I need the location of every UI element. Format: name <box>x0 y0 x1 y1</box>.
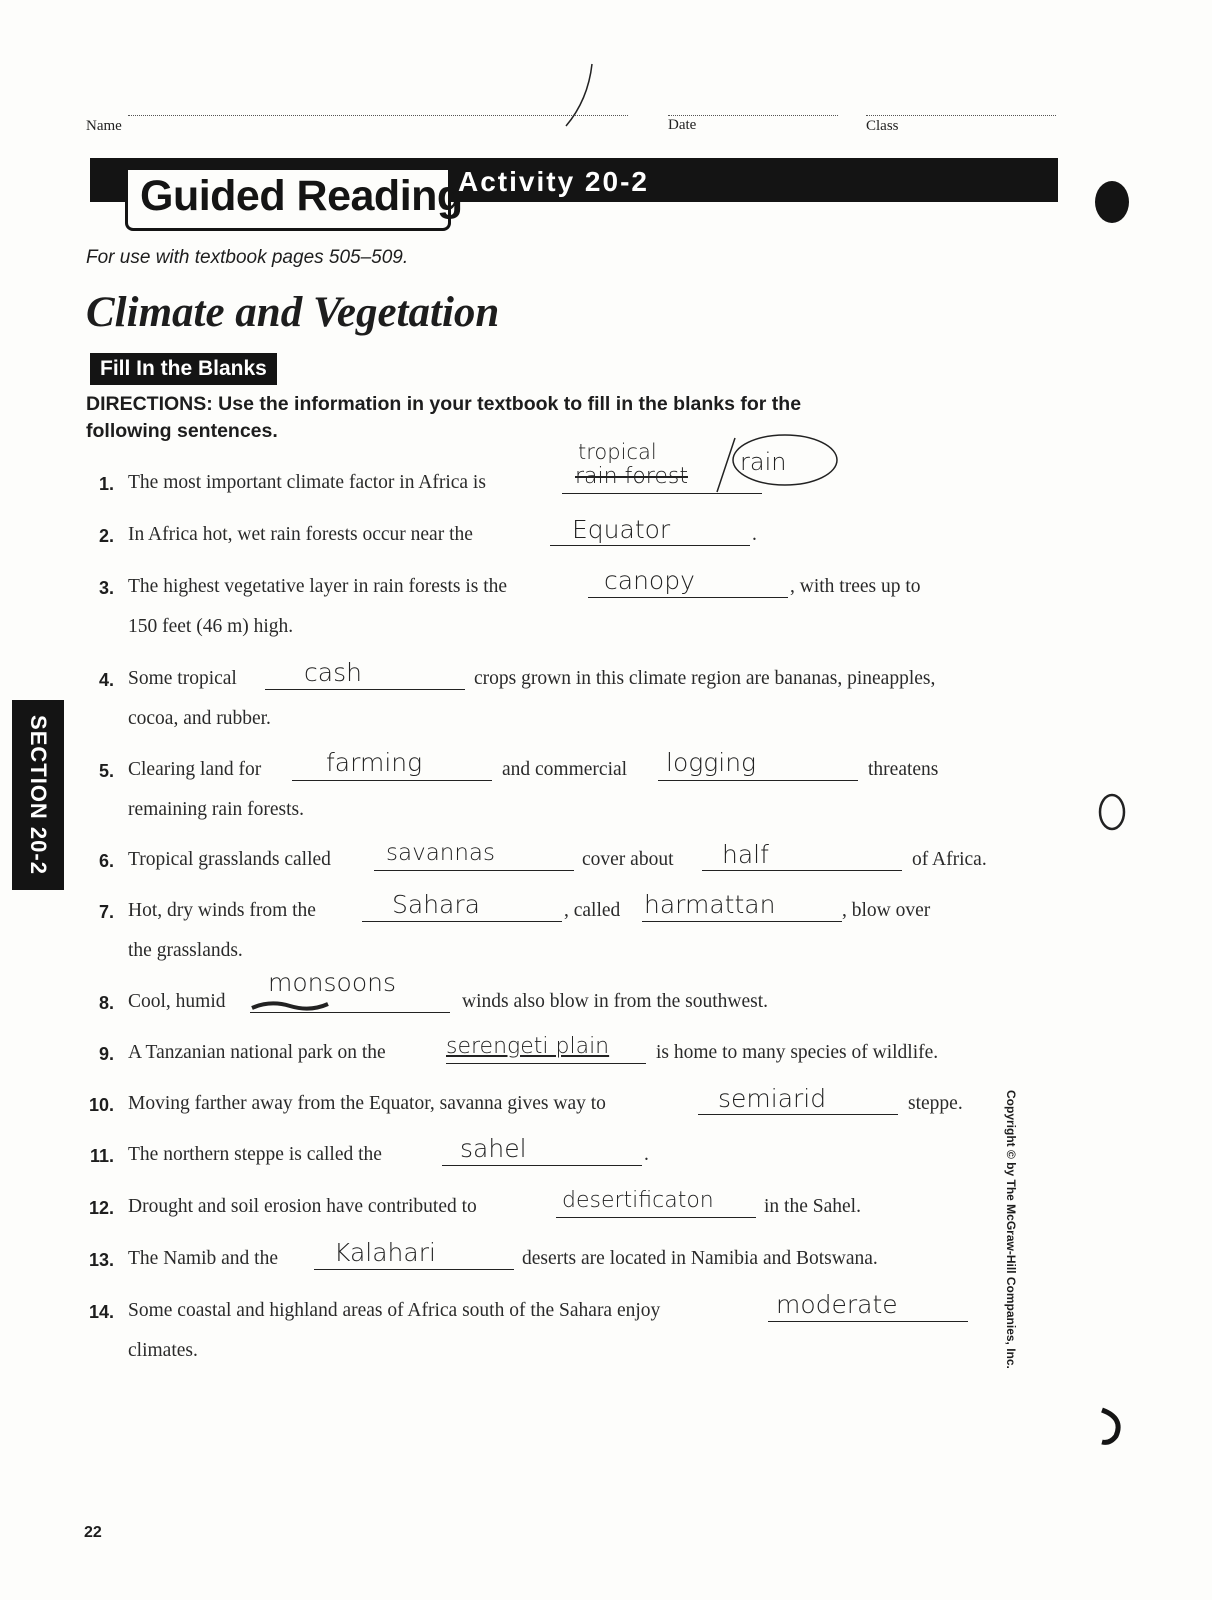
item-text: climates. <box>128 1340 198 1361</box>
answer-text: serengeti plain <box>446 1034 610 1059</box>
item-number: 11. <box>89 1146 114 1166</box>
item-text: steppe. <box>908 1093 963 1114</box>
item-text: Hot, dry winds from the <box>128 900 316 921</box>
item-text: Some tropical <box>128 668 237 689</box>
class-field[interactable] <box>866 115 1056 116</box>
answer-text: canopy <box>604 566 695 595</box>
item-text: , with trees up to <box>790 576 921 597</box>
item-text: The highest vegetative layer in rain forests is the <box>128 576 508 597</box>
item-number: 5. <box>98 761 114 781</box>
name-label: Name <box>86 118 122 134</box>
answer-blank[interactable] <box>550 545 750 546</box>
item-text: Moving farther away from the Equator, savanna gives way to <box>128 1093 606 1114</box>
answer-text: rain forest <box>575 464 688 489</box>
answer-blank[interactable] <box>446 1063 646 1064</box>
name-field[interactable] <box>128 115 628 116</box>
item-text: crops grown in this climate region are bananas, pineapples, <box>474 668 936 689</box>
answer-blank[interactable] <box>442 1165 642 1166</box>
item-text: , called <box>564 900 621 921</box>
banner-activity: Activity 20-2 <box>458 166 649 197</box>
answer-blank[interactable] <box>556 1217 756 1218</box>
item-text: threatens <box>868 759 939 780</box>
item-text: the grasslands. <box>128 940 243 961</box>
answer-text: sahel <box>460 1134 527 1163</box>
item-number: 9. <box>98 1044 114 1064</box>
item-number: 2. <box>98 526 114 546</box>
item-text: Drought and soil erosion have contributed to <box>128 1196 477 1217</box>
item-text: Clearing land for <box>128 759 262 780</box>
answer-blank[interactable] <box>265 689 465 690</box>
answer-text: tropical <box>578 440 657 464</box>
scribble-mark <box>250 998 330 1014</box>
answer-blank[interactable] <box>658 780 858 781</box>
item-text: Some coastal and highland areas of Africa south of the Sahara enjoy <box>128 1300 661 1321</box>
answer-blank[interactable] <box>702 870 902 871</box>
hole-punch-mark <box>1094 790 1130 834</box>
section-tag: Fill In the Blanks <box>90 353 277 385</box>
item-text: In Africa hot, wet rain forests occur near the <box>128 524 473 545</box>
answer-blank[interactable] <box>588 597 788 598</box>
answer-blank[interactable] <box>768 1321 968 1322</box>
answer-text: Equator <box>572 515 671 544</box>
page-title: Climate and Vegetation <box>86 289 500 336</box>
item-number: 10. <box>88 1095 114 1115</box>
item-text: Tropical grasslands called <box>128 849 331 870</box>
item-text: in the Sahel. <box>764 1196 861 1217</box>
item-text: . <box>644 1144 649 1165</box>
side-tab <box>12 700 64 890</box>
item-number: 7. <box>98 902 114 922</box>
answer-text: monsoons <box>268 968 396 997</box>
item-number: 14. <box>88 1302 114 1322</box>
page-number: 22 <box>84 1524 102 1541</box>
answer-blank[interactable] <box>642 921 842 922</box>
circle-mark <box>705 430 845 500</box>
item-text: of Africa. <box>912 849 987 870</box>
date-field[interactable] <box>668 115 838 116</box>
item-number: 1. <box>98 474 114 494</box>
item-text: Cool, humid <box>128 991 226 1012</box>
answer-blank[interactable] <box>314 1269 514 1270</box>
item-number: 3. <box>98 578 114 598</box>
item-text: is home to many species of wildlife. <box>656 1042 939 1063</box>
directions-text: Use the information in your textbook to fill in the blanks for the following sentences. <box>86 393 802 442</box>
item-text: and commercial <box>502 759 628 780</box>
item-text: The most important climate factor in Africa is <box>128 472 486 493</box>
item-number: 13. <box>88 1250 114 1270</box>
answer-text: cash <box>304 658 362 687</box>
answer-text: Kalahari <box>334 1238 436 1267</box>
answer-text: logging <box>666 748 757 777</box>
item-text: . <box>752 524 757 545</box>
item-text: cover about <box>582 849 674 870</box>
answer-text: desertificaton <box>562 1188 714 1213</box>
item-text: 150 feet (46 m) high. <box>128 616 294 637</box>
hole-punch-mark <box>1092 178 1132 226</box>
answer-text: semiarid <box>718 1084 827 1113</box>
answer-text: half <box>722 840 769 869</box>
item-text: cocoa, and rubber. <box>128 708 271 729</box>
answer-text: farming <box>326 748 423 777</box>
answer-blank[interactable] <box>374 870 574 871</box>
answer-text: rain <box>740 448 787 476</box>
item-text: The northern steppe is called the <box>128 1144 382 1165</box>
answer-text: Sahara <box>392 890 480 919</box>
item-text: remaining rain forests. <box>128 799 304 820</box>
item-number: 6. <box>98 851 114 871</box>
subtitle: For use with textbook pages 505–509. <box>86 247 409 268</box>
answer-text: savannas <box>386 840 496 866</box>
item-text: deserts are located in Namibia and Botswana. <box>522 1248 878 1269</box>
answer-text: moderate <box>776 1290 898 1319</box>
item-number: 8. <box>98 993 114 1013</box>
banner-title: Guided Reading <box>140 172 463 220</box>
date-label: Date <box>668 117 697 133</box>
copyright: Copyright © by The McGraw-Hill Companies, Inc. <box>1004 1090 1018 1369</box>
item-number: 12. <box>88 1198 114 1218</box>
side-tab-label: SECTION 20-2 <box>26 715 51 875</box>
answer-blank[interactable] <box>292 780 492 781</box>
item-text: The Namib and the <box>128 1248 278 1269</box>
item-text: , blow over <box>842 900 931 921</box>
item-number: 4. <box>98 670 114 690</box>
hole-punch-mark <box>1094 1404 1130 1448</box>
item-text: winds also blow in from the southwest. <box>462 991 769 1012</box>
pen-mark <box>560 60 600 130</box>
answer-text: harmattan <box>644 890 776 919</box>
answer-blank[interactable] <box>362 921 562 922</box>
class-label: Class <box>866 118 899 134</box>
directions-label: DIRECTIONS: <box>86 393 213 415</box>
item-text: A Tanzanian national park on the <box>128 1042 386 1063</box>
answer-blank[interactable] <box>698 1114 898 1115</box>
